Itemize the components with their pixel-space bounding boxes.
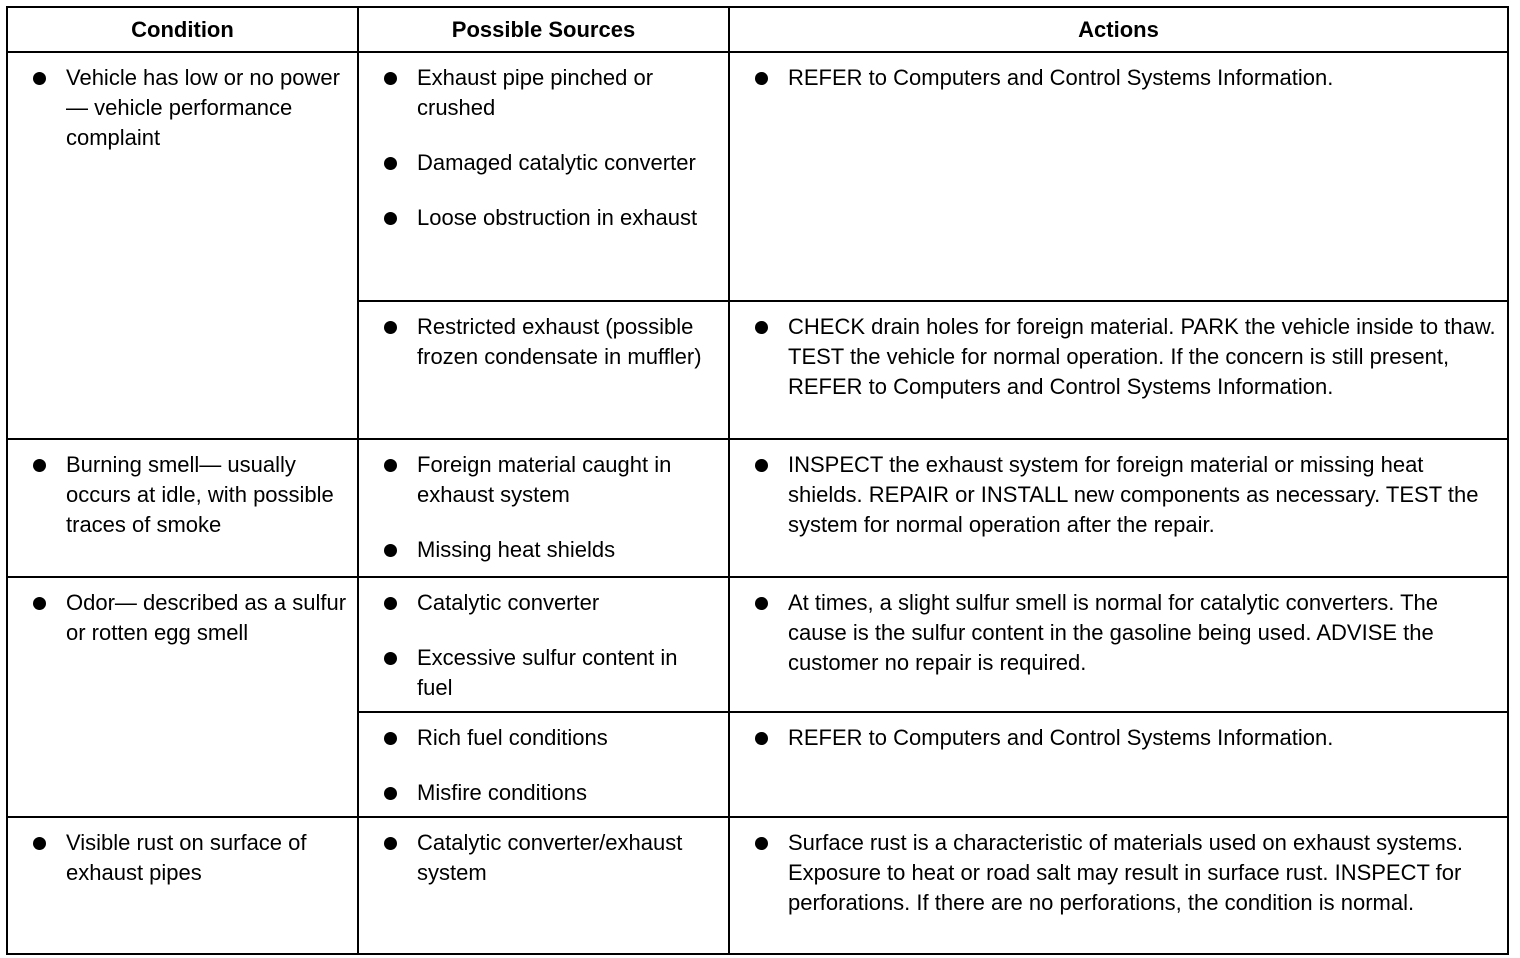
- sources-cell: [358, 439, 729, 577]
- sources-cell: [358, 52, 729, 301]
- list-item: [384, 643, 718, 703]
- sources-cell: [358, 301, 729, 439]
- bullet-icon: [755, 459, 768, 472]
- bullet-icon: [33, 459, 46, 472]
- list-item: [384, 535, 718, 565]
- sources-cell: [358, 577, 729, 712]
- table-row: [7, 52, 1508, 301]
- source-text: Missing heat shields: [417, 537, 616, 562]
- bullet-icon: [384, 459, 397, 472]
- condition-cell: [7, 52, 358, 439]
- source-text: Foreign material caught in exhaust system: [417, 452, 672, 507]
- list-item: [384, 63, 718, 123]
- actions-cell: [729, 52, 1508, 301]
- list-item: [384, 828, 718, 888]
- source-text: Misfire conditions: [417, 780, 587, 805]
- action-text: At times, a slight sulfur smell is normal for catalytic converters. The cause is the sulfur content in the gasoline being used. ADVISE the customer no repair is required.: [788, 590, 1439, 675]
- source-text: Catalytic converter/exhaust system: [417, 830, 683, 885]
- actions-cell: [729, 439, 1508, 577]
- bullet-icon: [755, 837, 768, 850]
- condition-text: Burning smell— usually occurs at idle, with possible traces of smoke: [66, 452, 334, 537]
- bullet-icon: [384, 597, 397, 610]
- table-row: [7, 817, 1508, 954]
- sources-cell: [358, 817, 729, 954]
- bullet-icon: [755, 321, 768, 334]
- bullet-icon: [384, 212, 397, 225]
- bullet-icon: [384, 837, 397, 850]
- list-item: [384, 723, 718, 753]
- list-item: [755, 450, 1497, 540]
- list-item: [384, 588, 718, 618]
- header-row: [7, 7, 1508, 52]
- action-text: Surface rust is a characteristic of materials used on exhaust systems. Exposure to heat or road salt may result in surface rust. INSPECT for perforations. If there are no perforations, the condition is normal.: [788, 830, 1463, 915]
- actions-cell: [729, 817, 1508, 954]
- list-item: [384, 450, 718, 510]
- source-text: Excessive sulfur content in fuel: [417, 645, 678, 700]
- bullet-icon: [384, 787, 397, 800]
- list-item: [33, 828, 347, 888]
- list-item: [384, 148, 718, 178]
- list-item: [755, 828, 1497, 918]
- header-actions: Actions: [729, 7, 1508, 52]
- action-text: REFER to Computers and Control Systems Information.: [788, 65, 1334, 90]
- bullet-icon: [755, 732, 768, 745]
- table-row: [7, 577, 1508, 712]
- condition-cell: [7, 439, 358, 577]
- source-text: Damaged catalytic converter: [417, 150, 696, 175]
- condition-cell: [7, 577, 358, 817]
- table-row: [7, 439, 1508, 577]
- list-item: [33, 588, 347, 648]
- condition-text: Visible rust on surface of exhaust pipes: [66, 830, 307, 885]
- source-text: Rich fuel conditions: [417, 725, 608, 750]
- sources-cell: [358, 712, 729, 817]
- bullet-icon: [384, 321, 397, 334]
- bullet-icon: [384, 157, 397, 170]
- bullet-icon: [384, 544, 397, 557]
- list-item: [755, 723, 1497, 753]
- list-item: [755, 63, 1497, 93]
- bullet-icon: [33, 72, 46, 85]
- actions-cell: [729, 301, 1508, 439]
- list-item: [384, 312, 718, 372]
- actions-cell: [729, 712, 1508, 817]
- bullet-icon: [755, 597, 768, 610]
- bullet-icon: [384, 652, 397, 665]
- bullet-icon: [755, 72, 768, 85]
- list-item: [384, 778, 718, 808]
- condition-cell: [7, 817, 358, 954]
- action-text: INSPECT the exhaust system for foreign material or missing heat shields. REPAIR or INSTALL new components as necessary. TEST the system for normal operation after the repair.: [788, 452, 1479, 537]
- bullet-icon: [384, 732, 397, 745]
- list-item: [33, 63, 347, 153]
- bullet-icon: [33, 597, 46, 610]
- source-text: Loose obstruction in exhaust: [417, 205, 698, 230]
- header-possible-sources: Possible Sources: [358, 7, 729, 52]
- action-text: REFER to Computers and Control Systems Information.: [788, 725, 1334, 750]
- header-condition: Condition: [7, 7, 358, 52]
- action-text: CHECK drain holes for foreign material. PARK the vehicle inside to thaw. TEST the vehicle for normal operation. If the concern is still present, REFER to Computers and Control Systems Information.: [788, 314, 1496, 399]
- source-text: Exhaust pipe pinched or crushed: [417, 65, 654, 120]
- source-text: Catalytic converter: [417, 590, 600, 615]
- diagnosis-table: [6, 6, 1509, 955]
- bullet-icon: [384, 72, 397, 85]
- condition-text: Vehicle has low or no power— vehicle performance complaint: [66, 65, 340, 150]
- condition-text: Odor— described as a sulfur or rotten egg smell: [66, 590, 347, 645]
- list-item: [33, 450, 347, 540]
- list-item: [384, 203, 718, 233]
- list-item: [755, 588, 1497, 678]
- actions-cell: [729, 577, 1508, 712]
- source-text: Restricted exhaust (possible frozen condensate in muffler): [417, 314, 702, 369]
- list-item: [755, 312, 1497, 402]
- bullet-icon: [33, 837, 46, 850]
